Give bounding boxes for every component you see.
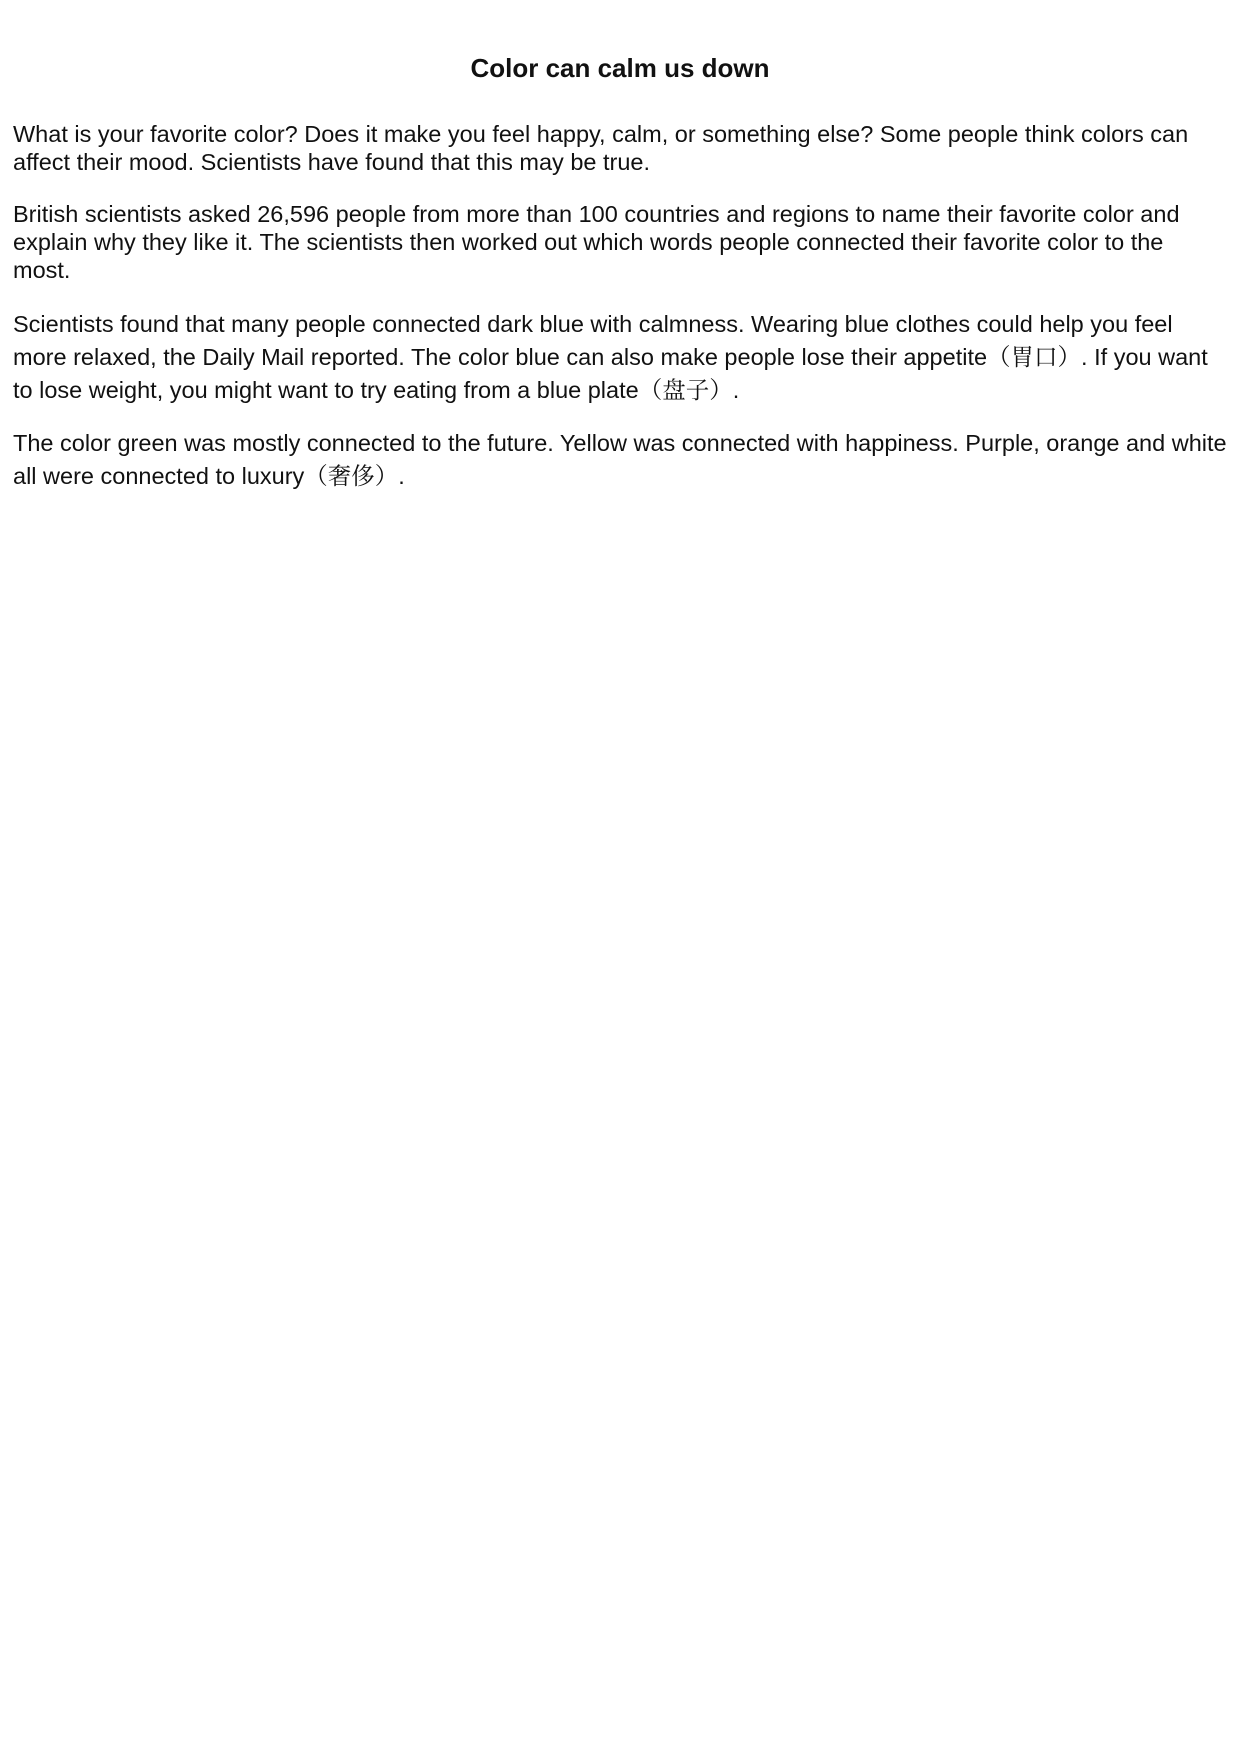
paragraph-2: British scientists asked 26,596 people from more than 100 countries and regions to name their favorite color and explain why they like it. The scientists then worked out which words people connected their favorite color to the most. (13, 201, 1180, 283)
paragraph-1: What is your favorite color? Does it make you feel happy, calm, or something else? Some people think colors can affect their mood. Scientists have found that this may be true. (13, 121, 1189, 175)
document-page (13, 0, 1227, 493)
document-title: Color can calm us down (470, 53, 770, 83)
paragraph-3: Scientists found that many people connected dark blue with calmness. Wearing blue clothes could help you feel more relaxed, the Daily Mail reported. The color blue can also make people lose their appetite（胃口）. If you want to lose weight, you might want to try eating from a blue plate（盘子）. (13, 311, 1208, 403)
paragraph-4: The color green was mostly connected to the future. Yellow was connected with happiness. Purple, orange and white all were connected to luxury（奢侈）. (13, 430, 1227, 489)
